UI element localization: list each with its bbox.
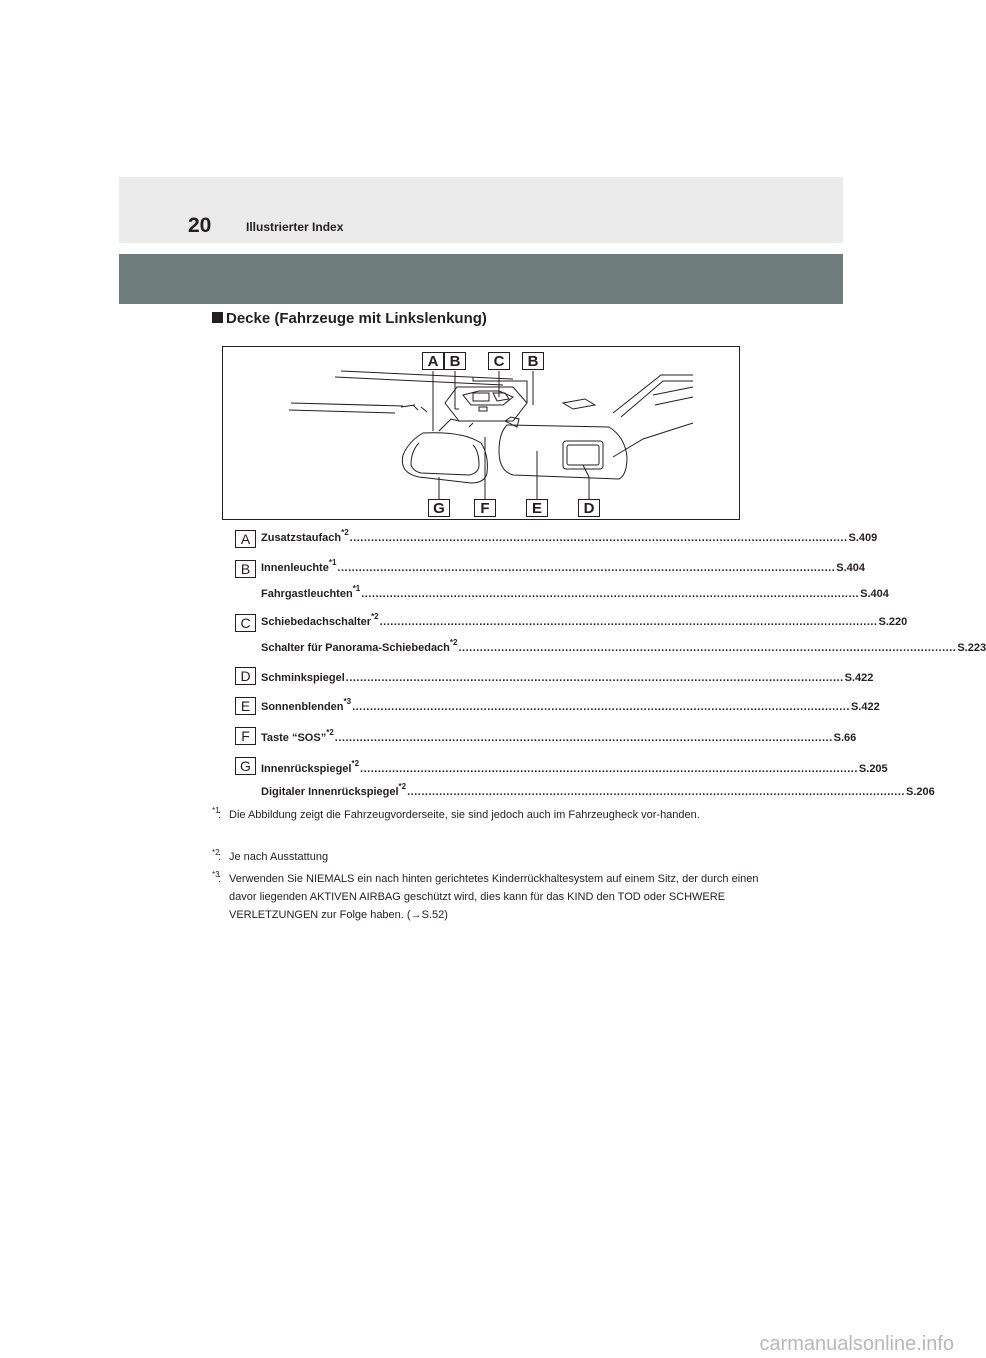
entry-page-ref[interactable]: S.409: [848, 532, 878, 544]
callout-a-top: A: [422, 352, 444, 370]
entry-name: Schiebedachschalter: [261, 616, 372, 628]
entry-leader-dots: ............................................................................................................................................: [360, 763, 858, 775]
footnote-sep: :: [218, 851, 222, 863]
ceiling-illustration: [222, 346, 740, 520]
entry-name: Innenleuchte: [261, 562, 329, 574]
index-entry[interactable]: [261, 612, 908, 628]
footnote-mark: *2: [212, 848, 220, 857]
entry-page-ref[interactable]: S.404: [860, 588, 889, 600]
index-entry[interactable]: [261, 668, 874, 684]
entry-tag-c: C: [235, 614, 256, 632]
entry-page-ref[interactable]: S.422: [844, 672, 874, 684]
index-entry[interactable]: [261, 697, 880, 713]
entry-footnote-ref: *3: [343, 697, 352, 707]
footnote-sep: :: [218, 873, 222, 885]
entry-name: Schalter für Panorama-Schiebedach: [261, 642, 450, 654]
entry-page-ref[interactable]: S.404: [836, 562, 866, 574]
index-entry[interactable]: [261, 558, 866, 574]
watermark: carmanualsonline.info: [759, 1333, 954, 1355]
bullet-square-icon: [212, 312, 223, 323]
footnote-sep: :: [218, 809, 222, 821]
entry-page-ref[interactable]: S.223: [957, 642, 986, 654]
index-entry[interactable]: [261, 638, 986, 654]
entry-leader-dots: ............................................................................................................................................: [345, 672, 844, 684]
footnote-text: Verwenden Sie NIEMALS ein nach hinten gerichtetes Kinderrückhaltesystem auf einem Sitz, der durch einen davor liegenden AKTIVEN AIRBAG geschützt wird, dies kann für das KIND den TOD oder SCHWERE VERLETZUNGEN zur Folge haben. (→S.52): [229, 873, 759, 921]
entry-leader-dots: ............................................................................................................................................: [458, 642, 957, 654]
entry-tag-a: A: [235, 530, 256, 548]
callout-c-top: C: [488, 352, 510, 370]
entry-tag-e: E: [235, 697, 256, 715]
entry-name: Schminkspiegel: [261, 672, 345, 684]
entry-leader-dots: ............................................................................................................................................: [352, 701, 850, 713]
entry-name: Innenrückspiegel: [261, 763, 352, 775]
callout-g-bottom: G: [428, 499, 450, 517]
entry-footnote-ref: *1: [328, 558, 337, 568]
ceiling-drawing: [223, 347, 739, 519]
callout-b-top: B: [444, 352, 466, 370]
entry-page-ref[interactable]: S.66: [833, 732, 857, 744]
entry-footnote-ref: *2: [449, 638, 458, 648]
entry-footnote-ref: *2: [341, 528, 349, 538]
footnote-mark: *3: [212, 870, 220, 879]
index-entry[interactable]: [261, 782, 935, 798]
entry-name: Sonnenblenden: [261, 701, 344, 713]
page-number: 20: [188, 214, 212, 237]
entry-leader-dots: ............................................................................................................................................: [407, 786, 905, 798]
callout-f-bottom: F: [474, 499, 496, 517]
header-band: [119, 254, 843, 304]
callout-d-bottom: D: [578, 499, 600, 517]
entry-page-ref[interactable]: S.422: [850, 701, 880, 713]
entry-footnote-ref: *2: [398, 782, 407, 792]
header-bar: [119, 177, 843, 243]
entry-name: Zusatzstaufach: [261, 532, 342, 544]
index-entry[interactable]: [261, 528, 878, 544]
entry-leader-dots: ............................................................................................................................................: [337, 562, 836, 574]
entry-tag-g: G: [235, 757, 256, 775]
entry-leader-dots: ............................................................................................................................................: [361, 588, 860, 600]
callout-b2-top: B: [522, 352, 544, 370]
callout-e-bottom: E: [526, 499, 548, 517]
entry-footnote-ref: *2: [351, 759, 360, 769]
index-entry[interactable]: [261, 728, 857, 744]
footnote-text: Die Abbildung zeigt die Fahrzeugvorderseite, sie sind jedoch auch im Fahrzeugheck vor-handen.: [229, 809, 700, 821]
entry-page-ref[interactable]: S.205: [858, 763, 888, 775]
index-entry[interactable]: [261, 759, 888, 775]
footnote-mark: *1: [212, 806, 220, 815]
entry-leader-dots: ............................................................................................................................................: [379, 616, 878, 628]
entry-page-ref[interactable]: S.206: [905, 786, 935, 798]
entry-tag-d: D: [235, 667, 256, 685]
entry-name: Digitaler Innenrückspiegel: [261, 786, 399, 798]
entry-leader-dots: ............................................................................................................................................: [349, 532, 848, 544]
entry-leader-dots: ............................................................................................................................................: [334, 732, 833, 744]
entry-footnote-ref: *1: [352, 584, 361, 594]
header-title: Illustrierter Index: [246, 220, 344, 234]
entry-footnote-ref: *2: [326, 728, 334, 738]
entry-footnote-ref: *2: [371, 612, 379, 622]
entry-name: Taste “SOS”: [261, 732, 327, 744]
entry-tag-f: F: [235, 727, 256, 745]
footnote-text: Je nach Ausstattung: [229, 851, 329, 863]
entry-page-ref[interactable]: S.220: [878, 616, 908, 628]
index-entry[interactable]: [261, 584, 889, 600]
section-title-text: Decke (Fahrzeuge mit Linkslenkung): [226, 310, 487, 327]
section-title: [212, 310, 487, 327]
entry-name: Fahrgastleuchten: [261, 588, 353, 600]
entry-tag-b: B: [235, 560, 256, 578]
